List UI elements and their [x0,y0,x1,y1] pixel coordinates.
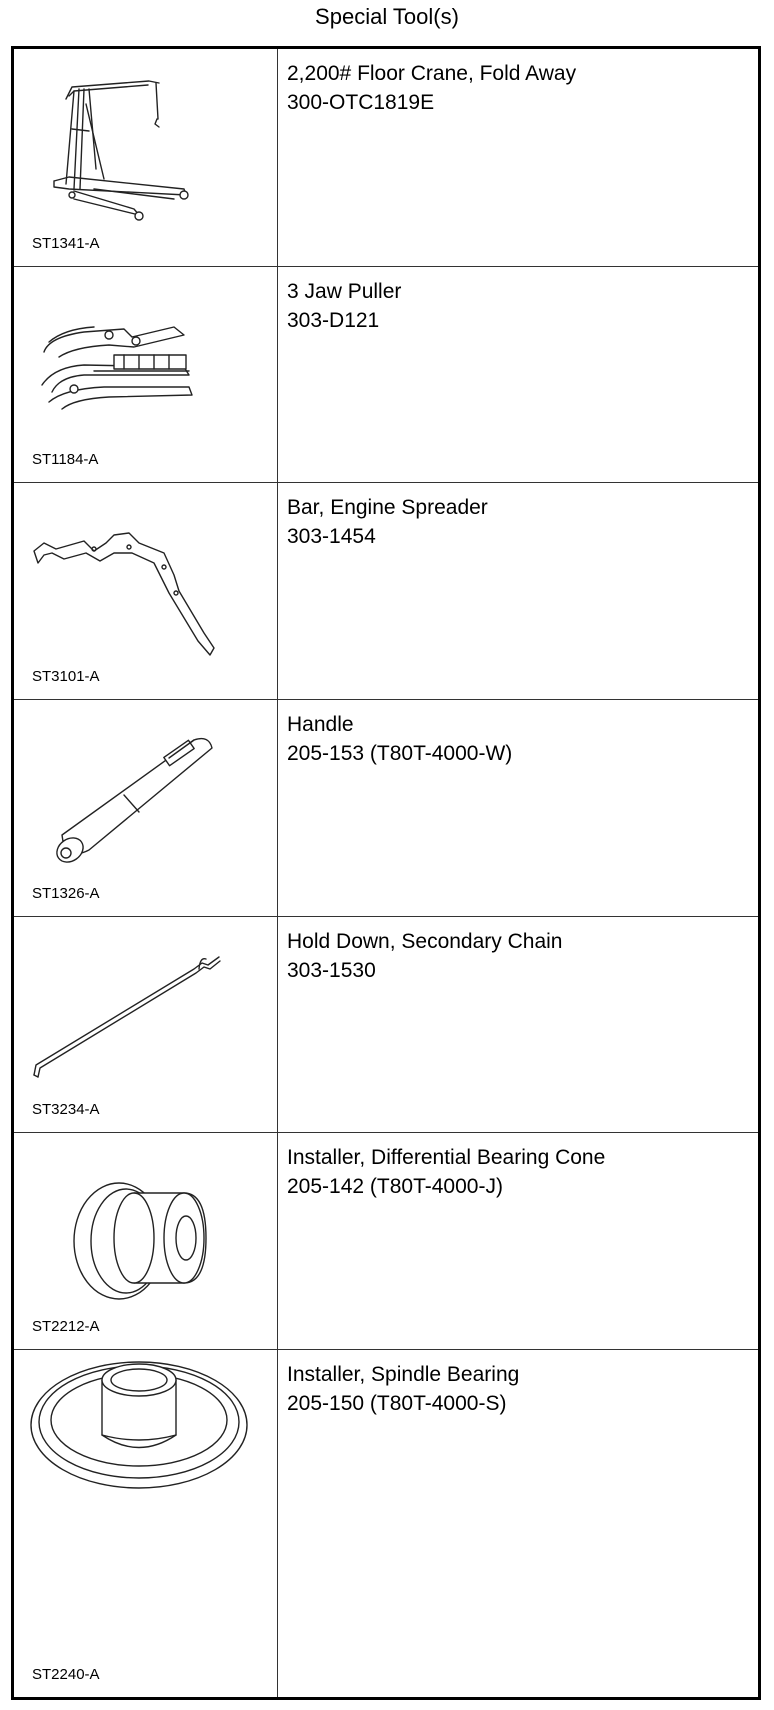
table-row [14,267,758,483]
tool-code: ST2212-A [32,1318,100,1335]
spreader-bar-icon [14,483,276,698]
tool-name: Handle [287,713,354,736]
tool-name: 3 Jaw Puller [287,280,402,303]
hold-down-rod-icon [14,917,276,1131]
handle-icon [14,700,276,915]
tool-image-cell [14,700,278,916]
table-row [14,917,758,1133]
tool-image-cell [14,483,278,699]
jaw-puller-icon [14,267,276,481]
tool-description-cell [278,1350,758,1697]
page-title: Special Tool(s) [315,4,459,29]
tool-part-number: 300-OTC1819E [287,91,435,114]
tool-name: Installer, Differential Bearing Cone [287,1146,606,1169]
tool-image-cell [14,1350,278,1697]
table-row [14,1133,758,1350]
tool-name: 2,200# Floor Crane, Fold Away [287,62,577,85]
tool-name: Bar, Engine Spreader [287,496,488,519]
tool-code: ST1326-A [32,885,100,902]
floor-crane-icon [14,49,276,265]
tool-name: Hold Down, Secondary Chain [287,930,563,953]
spindle-bearing-installer-icon [14,1350,276,1695]
tool-description-cell [278,267,758,482]
tool-image-cell [14,49,278,266]
tool-code: ST2240-A [32,1666,100,1683]
table-row [14,483,758,700]
tool-part-number: 205-153 (T80T-4000-W) [287,742,513,765]
table-row [14,700,758,917]
tool-description-cell [278,483,758,699]
tool-description-cell [278,49,758,266]
tool-name: Installer, Spindle Bearing [287,1363,520,1386]
tool-image-cell [14,917,278,1132]
tool-part-number: 205-150 (T80T-4000-S) [287,1392,507,1415]
tool-part-number: 303-1530 [287,959,376,982]
tool-image-cell [14,1133,278,1349]
tool-description-cell [278,700,758,916]
tool-part-number: 303-D121 [287,309,380,332]
tool-description-cell [278,1133,758,1349]
special-tools-table [11,46,761,1700]
tool-code: ST3101-A [32,668,100,685]
tool-part-number: 303-1454 [287,525,376,548]
tool-code: ST1341-A [32,235,100,252]
tool-description-cell [278,917,758,1132]
table-row [14,1350,758,1697]
table-row [14,49,758,267]
tool-image-cell [14,267,278,482]
tool-code: ST1184-A [32,451,99,468]
tool-code: ST3234-A [32,1101,100,1118]
tool-part-number: 205-142 (T80T-4000-J) [287,1175,503,1198]
bearing-cone-installer-icon [14,1133,276,1348]
